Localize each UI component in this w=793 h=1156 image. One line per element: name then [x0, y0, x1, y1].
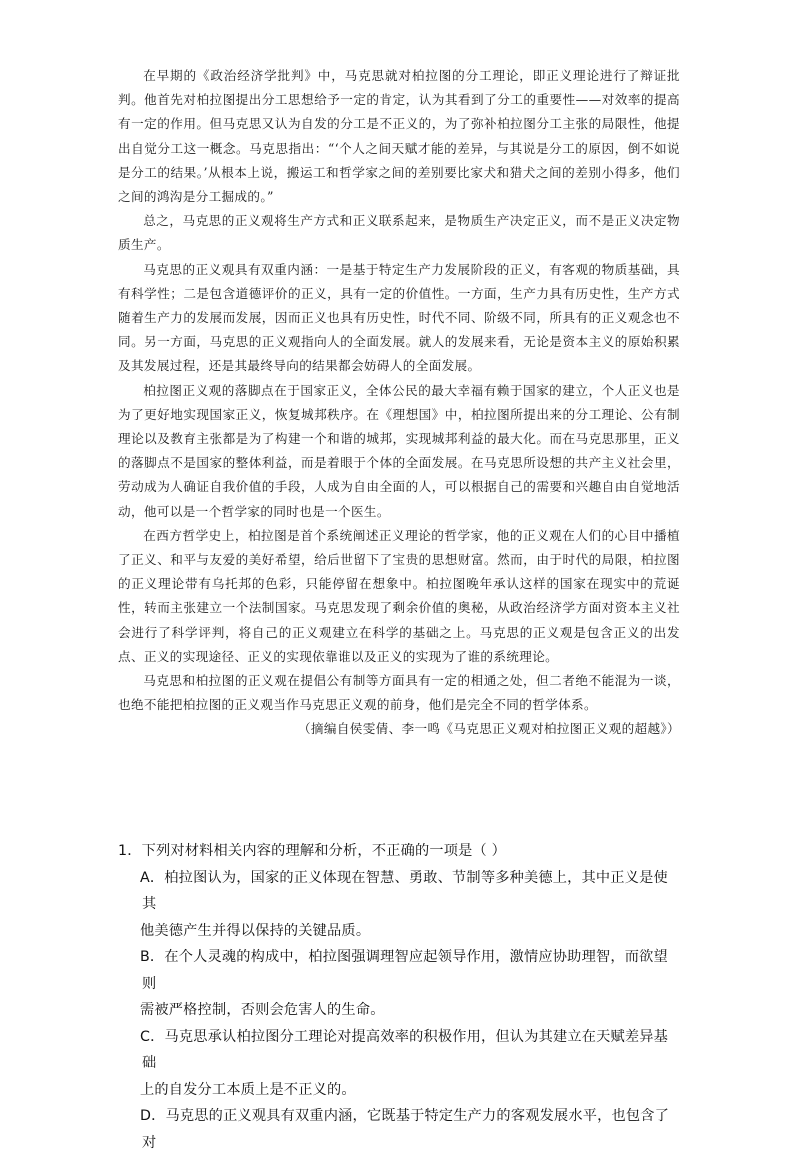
- option-text: 马克思承认柏拉图分工理论对提高效率的积极作用，但认为其建立在天赋差异基础: [142, 1028, 669, 1071]
- passage-paragraph-1: 在早期的《政治经济学批判》中，马克思就对柏拉图的分工理论，即正义理论进行了辩证批判。他首先对柏拉图提出分工思想给予一定的肯定，认为其看到了分工的重要性——对效率的提高有一定的作用。但马克思又认为自发的分工是不正义的，为了弥补柏拉图分工主张的局限性，他提出自觉分工这一概念。马克思指出：“‘个人之间天赋才能的差异，与其说是分工的原因，倒不如说是分工的结果。’从根本上说，搬运工和哲学家之间的差别要比家犬和猎犬之间的差别小得多，他们之间的鸿沟是分工掘成的。”: [118, 68, 680, 205]
- question-block: [118, 838, 680, 1156]
- passage-paragraph-4: 柏拉图正义观的落脚点在于国家正义，全体公民的最大幸福有赖于国家的建立，个人正义也是为了更好地实现国家正义，恢复城邦秩序。在《理想国》中，柏拉图所提出来的分工理论、公有制理论以及教育主张都是为了构建一个和谐的城邦，实现城邦利益的最大化。而在马克思那里，正义的落脚点不是国家的整体利益，而是着眼于个体的全面发展。在马克思所设想的共产主义社会里，劳动成为人确证自我价值的手段，人成为自由全面的人，可以根据自己的需要和兴趣自由自觉地活动，他可以是一个哲学家的同时也是一个医生。: [118, 382, 680, 519]
- option-text-continued: 他美德产生并得以保持的关键品质。: [140, 922, 371, 939]
- option-a[interactable]: [118, 865, 680, 945]
- passage-paragraph-2: 总之，马克思的正义观将生产方式和正义联系起来，是物质生产决定正义，而不是正义决定物质生产。: [118, 213, 680, 253]
- option-text-continued: 需被严格控制，否则会危害人的生命。: [140, 1002, 385, 1018]
- question-stem: 1．下列对材料相关内容的理解和分析，不正确的一项是（ ）: [118, 843, 507, 859]
- option-b[interactable]: [118, 944, 680, 1024]
- option-text: 在个人灵魂的构成中，柏拉图强调理智应起领导作用，激情应协助理智，而欲望则: [142, 949, 668, 992]
- option-label: C．: [140, 1028, 165, 1045]
- option-label: B．: [140, 949, 165, 965]
- option-c[interactable]: [118, 1024, 680, 1104]
- option-text: 马克思的正义观具有双重内涵，它既基于特定生产力的客观发展水平，也包含了对: [142, 1108, 670, 1151]
- option-text: 柏拉图认为，国家的正义体现在智慧、勇敢、节制等多种美德上，其中正义是使其: [142, 869, 668, 912]
- passage-paragraph-3: 马克思的正义观具有双重内涵：一是基于特定生产力发展阶段的正义，有客观的物质基础，具有科学性；二是包含道德评价的正义，具有一定的价值性。一方面，生产力具有历史性，生产方式随着生产力的发展而发展，因而正义也具有历史性，时代不同、阶级不同，所具有的正义观念也不同。另一方面，马克思的正义观指向人的全面发展。就人的发展来看，无论是资本主义的原始积累及其发展过程，还是其最终导向的结果都会妨碍人的全面发展。: [118, 261, 680, 374]
- option-label: A．: [140, 869, 165, 886]
- reading-passage: [118, 64, 680, 742]
- option-d[interactable]: [118, 1103, 680, 1156]
- passage-paragraph-6: 马克思和柏拉图的正义观在提倡公有制等方面具有一定的相通之处，但二者绝不能混为一谈，也绝不能把柏拉图的正义观当作马克思正义观的前身，他们是完全不同的哲学体系。: [118, 673, 680, 713]
- option-text-continued: 上的自发分工本质上是不正义的。: [140, 1081, 356, 1098]
- option-label: D．: [140, 1108, 166, 1124]
- passage-source: （摘编自侯雯倩、李一鸣《马克思正义观对柏拉图正义观的超越》）: [297, 721, 680, 737]
- passage-paragraph-5: 在西方哲学史上，柏拉图是首个系统阐述正义理论的哲学家，他的正义观在人们的心目中播植了正义、和平与友爱的美好希望，给后世留下了宝贵的思想财富。然而，由于时代的局限，柏拉图的正义理论带有乌托邦的色彩，只能停留在想象中。柏拉图晚年承认这样的国家在现实中的荒诞性，转而主张建立一个法制国家。马克思发现了剩余价值的奥秘，从政治经济学方面对资本主义社会进行了科学评判，将自己的正义观建立在科学的基础之上。马克思的正义观是包含正义的出发点、正义的实现途径、正义的实现依靠谁以及正义的实现为了谁的系统理论。: [118, 527, 680, 664]
